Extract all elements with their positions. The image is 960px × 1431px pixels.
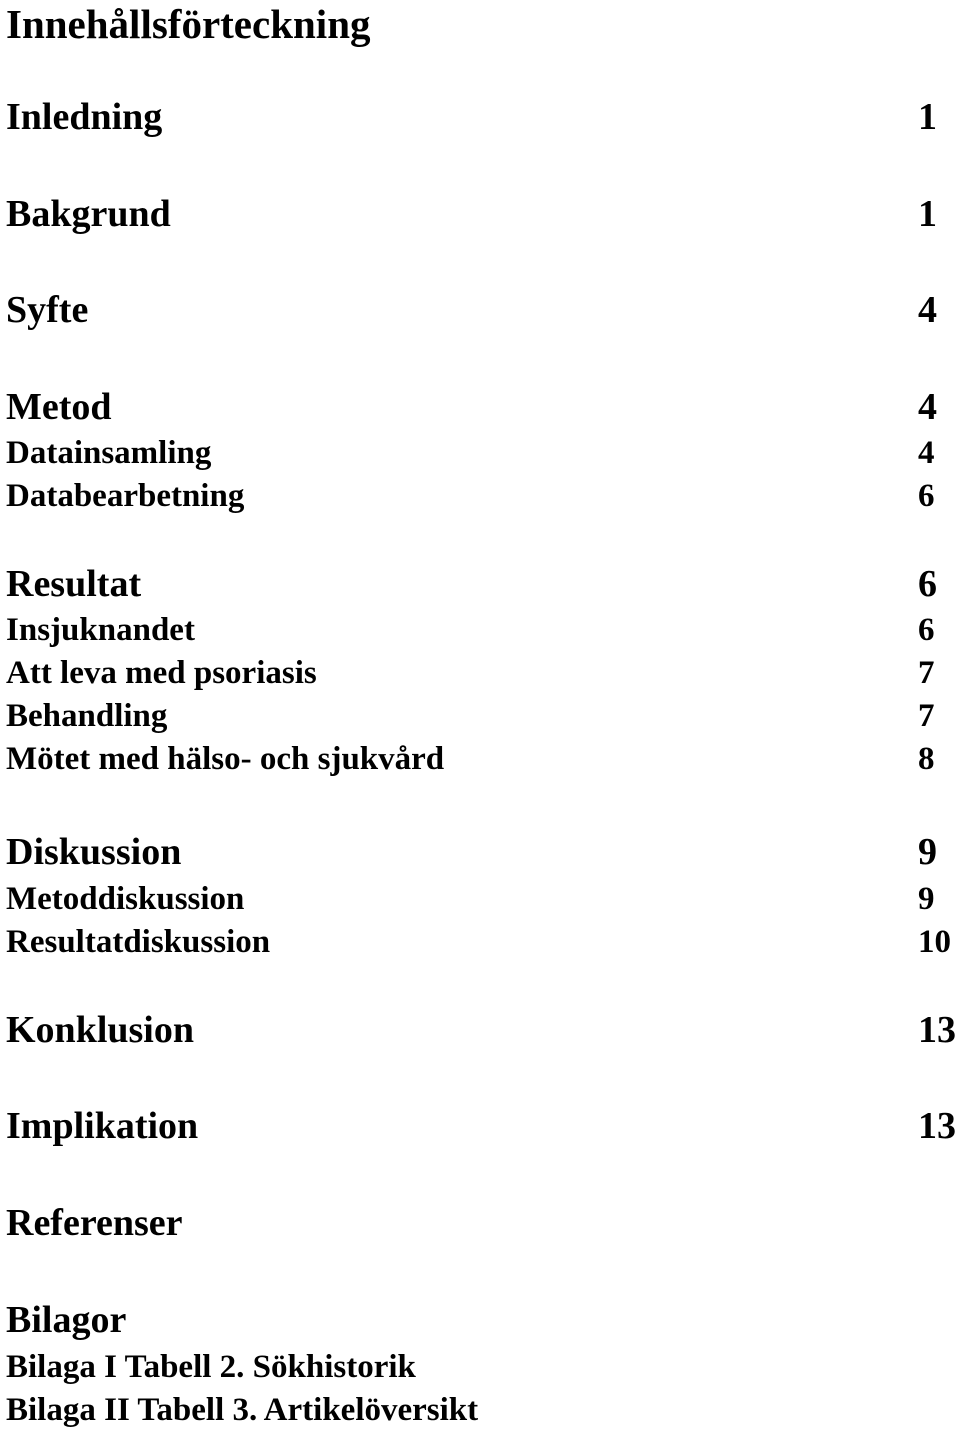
toc-entry-label: Metoddiskussion (6, 881, 245, 917)
toc-entry-page: 6 (918, 478, 935, 514)
toc-entry-page: 9 (918, 831, 937, 873)
toc-entry-metoddiskussion[interactable] (6, 879, 960, 919)
toc-entry-page: 1 (918, 96, 937, 138)
toc-entry-page: 6 (918, 563, 937, 605)
toc-entry-label: Bilaga II Tabell 3. Artikelöversikt (6, 1392, 479, 1428)
toc-entry-databearbetning[interactable] (6, 476, 960, 516)
toc-entry-resultat[interactable] (6, 562, 960, 606)
toc-entry-metod[interactable] (6, 385, 960, 429)
toc-entry-label: Bilaga I Tabell 2. Sökhistorik (6, 1349, 416, 1385)
toc-entry-page: 6 (918, 612, 935, 648)
toc-entry-bilaga-i[interactable] (6, 1347, 960, 1387)
toc-entry-implikation[interactable] (6, 1104, 960, 1148)
toc-entry-syfte[interactable] (6, 288, 960, 332)
toc-entry-label: Behandling (6, 698, 168, 734)
toc-entry-page: 9 (918, 881, 935, 917)
toc-entry-label: Databearbetning (6, 478, 245, 514)
toc-entry-referenser[interactable] (6, 1201, 960, 1245)
toc-entry-label: Implikation (6, 1105, 199, 1147)
toc-entry-label: Bakgrund (6, 193, 171, 235)
toc-entry-inledning[interactable] (6, 95, 960, 139)
toc-entry-label: Mötet med hälso- och sjukvård (6, 741, 445, 777)
toc-entry-bakgrund[interactable] (6, 192, 960, 236)
toc-entry-konklusion[interactable] (6, 1008, 960, 1052)
toc-entry-label: Konklusion (6, 1009, 194, 1051)
toc-entry-page: 13 (918, 1105, 956, 1147)
toc-entry-att-leva-med-psoriasis[interactable] (6, 653, 960, 693)
toc-title: Innehållsförteckning (6, 1, 371, 47)
toc-entry-page: 4 (918, 435, 935, 471)
toc-entry-page: 1 (918, 193, 937, 235)
toc-entry-label: Insjuknandet (6, 612, 195, 648)
toc-entry-page: 7 (918, 655, 935, 691)
toc-entry-label: Metod (6, 386, 112, 428)
toc-entry-label: Referenser (6, 1202, 183, 1244)
toc-entry-label: Att leva med psoriasis (6, 655, 317, 691)
toc-entry-diskussion[interactable] (6, 830, 960, 874)
toc-entry-datainsamling[interactable] (6, 433, 960, 473)
toc-entry-bilagor[interactable] (6, 1298, 960, 1342)
toc-entry-label: Diskussion (6, 831, 182, 873)
toc-entry-label: Inledning (6, 96, 163, 138)
toc-entry-behandling[interactable] (6, 696, 960, 736)
toc-entry-page: 4 (918, 289, 937, 331)
toc-entry-label: Resultat (6, 563, 142, 605)
toc-entry-page: 4 (918, 386, 937, 428)
toc-entry-label: Syfte (6, 289, 89, 331)
toc-entry-page: 8 (918, 741, 935, 777)
toc-entry-label: Bilagor (6, 1299, 127, 1341)
toc-entry-motet-med-halso-och-sjukvard[interactable] (6, 739, 960, 779)
toc-entry-bilaga-ii[interactable] (6, 1390, 960, 1430)
toc-entry-page: 13 (918, 1009, 956, 1051)
toc-entry-label: Datainsamling (6, 435, 212, 471)
toc-entry-page: 7 (918, 698, 935, 734)
toc-entry-label: Resultatdiskussion (6, 924, 271, 960)
toc-entry-insjuknandet[interactable] (6, 610, 960, 650)
toc-entry-resultatdiskussion[interactable] (6, 922, 960, 962)
toc-entry-page: 10 (918, 924, 951, 960)
